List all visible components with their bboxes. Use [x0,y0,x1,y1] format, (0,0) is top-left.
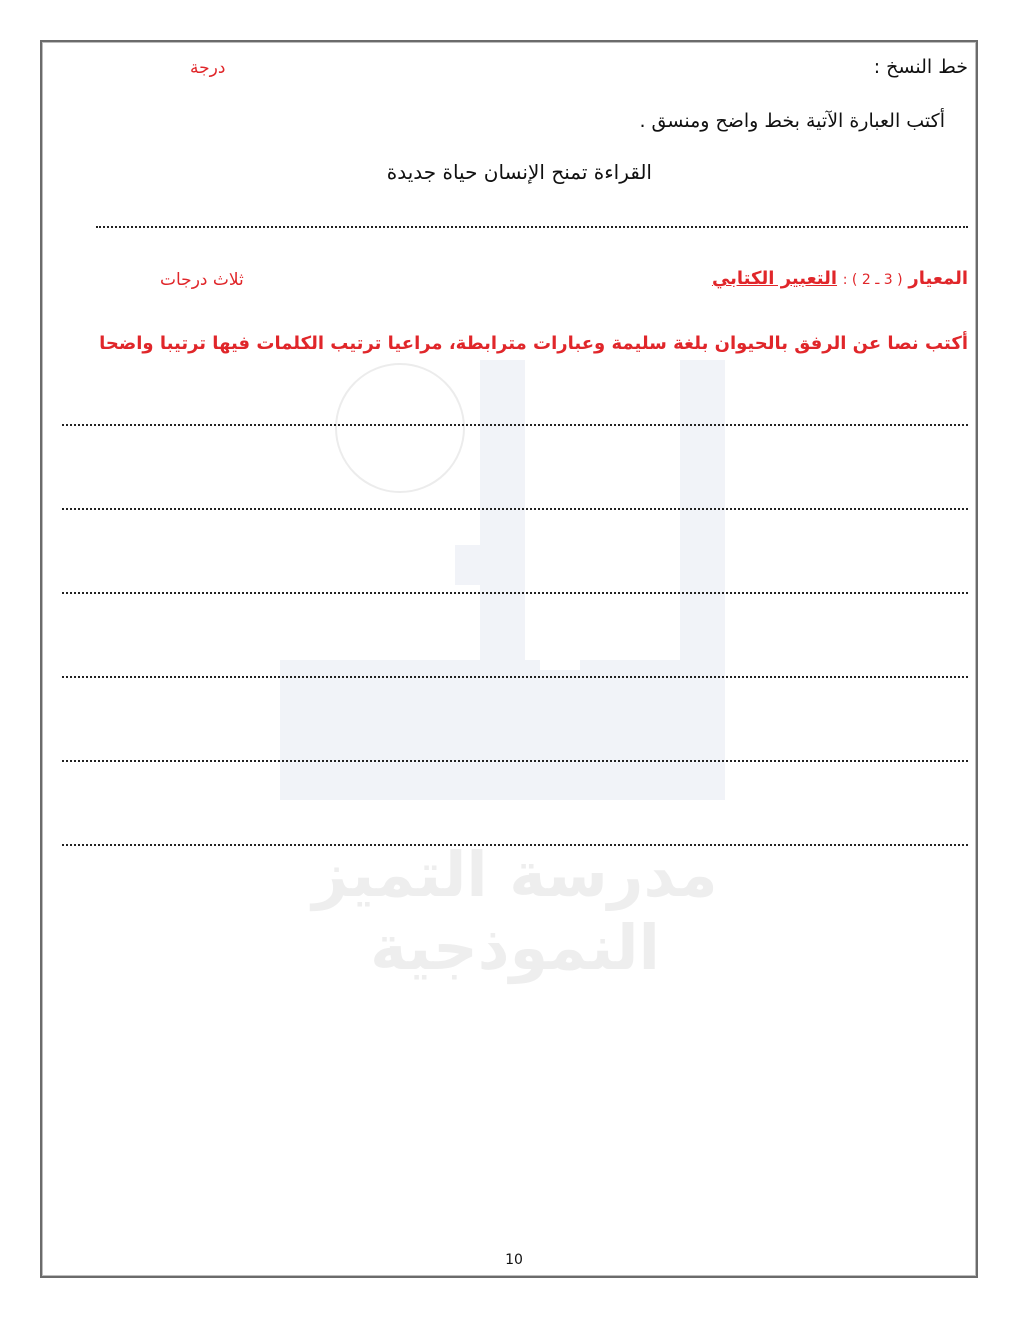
writing-line-5[interactable] [62,676,968,678]
section1-phrase: القراءة تمنح الإنسان حياة جديدة [386,160,652,184]
page-number: 10 [505,1252,523,1268]
writing-line-1[interactable] [96,226,968,228]
section1-score: درجة [190,58,226,78]
writing-line-7[interactable] [62,844,968,846]
section1-instruction: أكتب العبارة الآتية بخط واضح ومنسق . [639,110,945,132]
section2-header [712,268,968,289]
section2-score: ثلاث درجات [160,270,244,290]
section2-title: التعبير الكتابي [711,268,838,289]
writing-line-4[interactable] [62,592,968,594]
writing-line-2[interactable] [62,424,968,426]
section1-title: خط النسخ : [873,56,968,78]
criterion-code: ( 3 ـ 2 ) : [842,272,903,288]
writing-line-3[interactable] [62,508,968,510]
section2-instruction: أكتب نصا عن الرفق بالحيوان بلغة سليمة وعبارات مترابطة، مراعيا ترتيب الكلمات فيها ترتيبا واضحا [99,333,968,354]
criterion-label: المعيار [908,268,968,289]
writing-line-6[interactable] [62,760,968,762]
watermark-text: مدرسة التميز النموذجية [312,838,718,984]
